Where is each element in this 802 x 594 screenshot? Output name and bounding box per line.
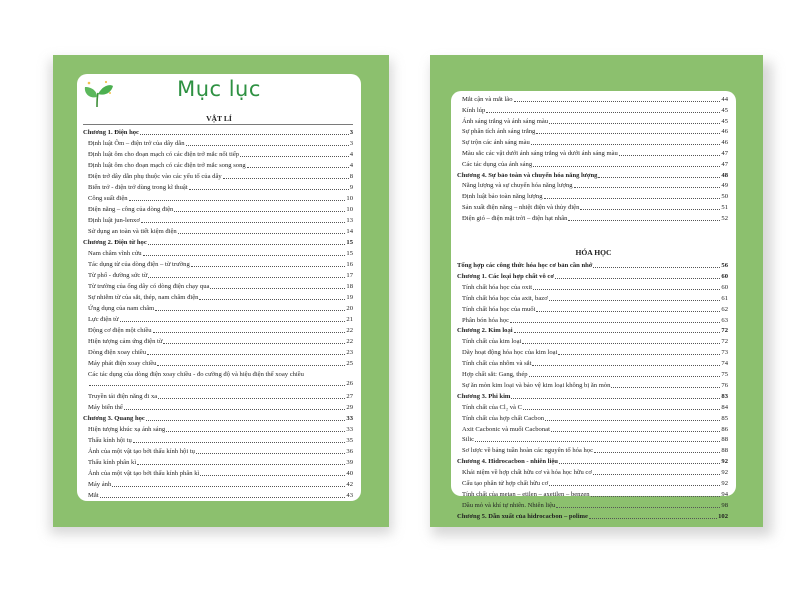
toc-entry-title: Máy biến thế <box>88 404 123 411</box>
toc-entry-row <box>83 423 353 434</box>
toc-page-number: 13 <box>346 217 353 224</box>
toc-entry-row <box>457 433 728 444</box>
toc-entry-row <box>457 444 728 455</box>
toc-page-number: 84 <box>721 403 728 411</box>
toc-entry-title: Điện năng – công của dòng điện <box>88 206 174 213</box>
toc-entry-row <box>83 489 353 500</box>
toc-page-number: 48 <box>721 171 728 179</box>
toc-entry-title: Phân bón hóa học <box>462 316 510 324</box>
toc-page-number: 83 <box>721 392 728 400</box>
toc-entry-title: Truyền tải điện năng đi xa <box>88 393 158 400</box>
toc-chapter-row <box>457 510 728 521</box>
toc-entry-title: Tổng hợp các công thức hóa học cơ bản cần nhớ <box>457 262 593 269</box>
toc-entry-title: Từ trường của ống dây có dòng điện chạy qua <box>88 283 210 290</box>
toc-entry-title: Năng lượng và sự chuyển hóa năng lượng <box>462 182 573 190</box>
toc-entry-row <box>457 212 728 223</box>
toc-page-number: 76 <box>721 381 728 389</box>
dot-leader <box>163 343 345 344</box>
toc-page-number: 4 <box>349 151 353 158</box>
toc-entry-title: Tác dụng từ của dòng điện – từ trường <box>88 261 190 268</box>
toc-entry-title: Mắt <box>88 492 99 499</box>
toc-entry-title: Chương 2. Điện từ học <box>83 239 147 246</box>
dot-leader <box>589 518 717 519</box>
dot-leader <box>166 431 345 432</box>
toc-entry-title: Sản xuất điện năng – nhiệt điện và thủy điện <box>462 204 580 211</box>
toc-entry-row <box>83 269 353 280</box>
toc-page-number: 60 <box>721 283 728 291</box>
toc-page-number: 3 <box>349 129 353 136</box>
toc-entry-row <box>457 281 728 292</box>
toc-chapter-row <box>83 236 353 247</box>
toc-entry-row <box>457 401 728 412</box>
toc-page-number: 72 <box>721 338 728 346</box>
dot-leader <box>511 398 720 399</box>
toc-chapter-row <box>457 455 728 466</box>
toc-page-number: 73 <box>721 349 728 357</box>
toc-page-number: 16 <box>346 261 353 268</box>
toc-page-number: 18 <box>346 283 353 290</box>
toc-page-number: 62 <box>721 305 728 313</box>
dot-leader <box>141 222 346 223</box>
dot-leader <box>148 277 345 278</box>
toc-entry-title: Chương 3. Quang học <box>83 415 145 422</box>
toc-entry-title: Định luật Ôm – điện trở của dây dẫn <box>88 140 185 147</box>
toc-entry-row <box>83 159 353 170</box>
toc-page-number: 35 <box>346 437 353 444</box>
toc-page-number: 46 <box>721 139 728 147</box>
toc-entry-title: Axit Cacbonic và muối Cacbonat <box>462 425 550 433</box>
dot-leader <box>510 322 720 323</box>
toc-entry-title: Động cơ điện một chiều <box>88 327 152 334</box>
toc-chapter-row <box>83 126 353 137</box>
toc-entry-row <box>457 158 728 169</box>
dot-leader <box>120 321 346 322</box>
dot-leader <box>598 177 720 178</box>
dot-leader <box>536 133 720 134</box>
toc-entry-title: Chương 5. Dẫn xuất của hidrocacbon – polime <box>457 512 588 520</box>
toc-page-number: 4 <box>349 162 353 169</box>
toc-entry-title: Ảnh của một vật tạo bởi thấu kính phân kì <box>88 470 200 477</box>
dot-leader <box>155 310 345 311</box>
toc-entry-row <box>457 412 728 423</box>
dot-leader <box>140 134 349 135</box>
dot-leader <box>137 464 345 465</box>
toc-page-number: 29 <box>346 404 353 411</box>
toc-entry-row <box>83 434 353 445</box>
dot-leader <box>143 255 346 256</box>
toc-entry-title: Tính chất của metan – etilen – axetilen – benzen <box>462 490 590 498</box>
dot-leader <box>148 244 346 245</box>
toc-entry-title: Dầu mỏ và khí tự nhiên. Nhiên liệu <box>462 501 556 509</box>
toc-page-number: 44 <box>721 96 728 103</box>
dot-leader <box>158 398 345 399</box>
toc-page-number: 102 <box>718 512 728 520</box>
toc-entry-title: Từ phổ - đường sức từ <box>88 272 148 279</box>
toc-entry-title: Định luật ôm cho đoạn mạch có các điện trở mắc nối tiếp <box>88 151 240 158</box>
toc-page-number: 49 <box>721 182 728 190</box>
dot-leader <box>529 376 721 377</box>
toc-entry-title: Thấu kính hội tụ <box>88 437 132 444</box>
dot-leader <box>580 209 720 210</box>
toc-page-number: 33 <box>346 415 353 422</box>
dot-leader <box>523 409 720 410</box>
toc-entry-title: Định luật ôm cho đoạn mạch có các điện trở mắc song song <box>88 162 246 169</box>
dot-leader <box>549 123 720 124</box>
toc-page-number: 74 <box>721 360 728 368</box>
toc-entry-row <box>83 258 353 269</box>
toc-entry-title: Máy phát điện xoay chiều <box>88 360 157 367</box>
toc-page-number: 8 <box>349 173 353 180</box>
toc-page-number: 88 <box>721 447 728 455</box>
dot-leader <box>532 365 720 366</box>
dot-leader <box>522 343 720 344</box>
dot-leader <box>199 299 345 300</box>
toc-entry-title: Silic <box>462 436 475 444</box>
dot-leader <box>619 155 721 156</box>
dot-leader <box>146 420 346 421</box>
toc-page-number: 10 <box>346 195 353 202</box>
dot-leader <box>558 354 720 355</box>
toc-page-number: 14 <box>346 228 353 235</box>
toc-entry-title: Sự trộn các ánh sáng màu <box>462 139 530 147</box>
dot-leader <box>544 198 721 199</box>
toc-entry-title: Sự ăn mòn kim loại và bảo vệ kim loại không bị ăn mòn <box>462 381 611 389</box>
toc-page-number: 56 <box>721 262 728 269</box>
toc-entry-row <box>83 456 353 467</box>
toc-entry-row <box>83 390 353 401</box>
toc-entry-row <box>83 445 353 456</box>
toc-page-number: 47 <box>721 160 728 168</box>
toc-entry-title: Chương 4. Hidrocacbon - nhiên liệu <box>457 458 558 466</box>
toc-entry-row <box>457 466 728 477</box>
toc-entry-title: Ứng dụng của nam châm <box>88 305 155 312</box>
toc-entry-title: Dãy hoạt động hóa học của kim loại <box>462 349 558 357</box>
dot-leader <box>536 311 720 312</box>
toc-entry-row <box>457 147 728 158</box>
toc-page-number: 25 <box>346 360 353 367</box>
toc-entry-row <box>83 247 353 258</box>
toc-entry-title: Ánh sáng trắng và ánh sáng màu <box>462 117 549 125</box>
toc-entry-row <box>83 368 353 388</box>
dot-leader <box>153 332 346 333</box>
toc-page-number: 52 <box>721 214 728 222</box>
subject-heading-chemistry: HÓA HỌC <box>575 248 612 257</box>
toc-page-number: 42 <box>346 481 353 488</box>
dot-leader <box>593 267 720 268</box>
toc-entry-title: Công suất điện <box>88 195 128 202</box>
dot-leader <box>186 145 349 146</box>
toc-entry-row <box>83 401 353 412</box>
toc-entry-row <box>457 368 728 379</box>
toc-entry-row <box>457 488 728 499</box>
toc-entry-row <box>457 93 728 104</box>
toc-entry-row <box>457 303 728 314</box>
toc-entry-title: Cấu tạo phân tử hợp chất hữu cơ <box>462 480 549 487</box>
toc-page-number: 26 <box>346 380 353 387</box>
toc-page-number: 22 <box>346 327 353 334</box>
toc-entry-row <box>83 335 353 346</box>
toc-entry-row <box>83 181 353 192</box>
toc-entry-title: Máy ảnh <box>88 481 112 488</box>
toc-entry-row <box>457 115 728 126</box>
toc-entry-row <box>457 314 728 325</box>
dot-leader <box>611 387 720 388</box>
toc-entry-title: Mắt cận và mắt lão <box>462 96 513 103</box>
dot-leader <box>593 474 721 475</box>
toc-page-number: 40 <box>346 470 353 477</box>
toc-entry-row <box>457 335 728 346</box>
toc-entry-row <box>83 467 353 478</box>
left-toc-card <box>77 74 361 501</box>
toc-entry-title: Chương 2. Kim loại <box>457 327 513 335</box>
toc-page-number: 10 <box>346 206 353 213</box>
dot-leader <box>133 442 346 443</box>
toc-entry-title: Tính chất của nhôm và sắt <box>462 360 532 368</box>
toc-page-number: 75 <box>721 371 728 378</box>
toc-page-number: 46 <box>721 128 728 136</box>
toc-entry-row <box>83 192 353 203</box>
toc-entry-row <box>83 291 353 302</box>
toc-page-number: 27 <box>346 393 353 400</box>
toc-entry-title: Sự phân tích ánh sáng trắng <box>462 128 536 136</box>
toc-entry-row <box>83 170 353 181</box>
dot-leader <box>475 441 720 442</box>
toc-page-number: 92 <box>721 480 728 487</box>
toc-page-number: 3 <box>349 140 353 147</box>
dot-leader <box>191 266 346 267</box>
dot-leader <box>549 485 720 486</box>
dot-leader <box>514 101 721 102</box>
toc-chapter-row <box>457 169 728 180</box>
toc-entry-row <box>457 423 728 434</box>
toc-entry-title: Tính chất của kim loại <box>462 338 522 346</box>
toc-page-number: 45 <box>721 106 728 114</box>
toc-chapter-row <box>457 324 728 335</box>
toc-page-number: 60 <box>721 272 728 280</box>
toc-entry-title: Hiện tượng khúc xạ ánh sáng <box>88 426 166 433</box>
left-page <box>53 55 389 527</box>
toc-page-number: 39 <box>346 459 353 466</box>
dot-leader <box>223 178 349 179</box>
toc-page-number: 63 <box>721 316 728 324</box>
dot-leader <box>157 365 345 366</box>
right-toc-card <box>451 91 736 520</box>
dot-leader <box>594 452 720 453</box>
toc-entry-row <box>457 292 728 303</box>
toc-entry-title: Hiện tượng cảm ứng điện từ <box>88 338 163 345</box>
dot-leader <box>196 453 345 454</box>
dot-leader <box>533 289 720 290</box>
toc-entry-row <box>457 136 728 147</box>
toc-entry-row <box>83 346 353 357</box>
toc-page-number: 33 <box>346 426 353 433</box>
toc-page-number: 94 <box>721 490 728 498</box>
subject-heading-physics: VẬT LÍ <box>206 114 232 123</box>
dot-leader <box>200 475 345 476</box>
dot-leader <box>124 409 346 410</box>
toc-entry-title: Sự nhiễm từ của sắt, thép, nam châm điện <box>88 294 199 301</box>
toc-page-number: 19 <box>346 294 353 301</box>
toc-page-number: 85 <box>721 414 728 422</box>
toc-entry-row <box>457 190 728 201</box>
toc-page-number: 20 <box>346 305 353 312</box>
toc-entry-title: Các tác dụng của ánh sáng <box>462 160 533 168</box>
toc-entry-row <box>83 313 353 324</box>
toc-entry-row <box>83 137 353 148</box>
toc-page-number: 98 <box>721 501 728 509</box>
dot-leader <box>551 431 721 432</box>
toc-entry-title: Nam châm vĩnh cửu <box>88 250 142 257</box>
toc-chapter-row <box>457 259 728 270</box>
dot-leader <box>574 187 721 188</box>
dot-leader <box>247 167 349 168</box>
dot-leader <box>129 200 346 201</box>
toc-entry-title: Các tác dụng của dòng điện xoay chiều - đo cường độ và hiệu điện thế xoay chiều <box>88 371 304 378</box>
toc-entry-title: Dòng điện xoay chiều <box>88 349 147 356</box>
toc-page-number: 92 <box>721 469 728 477</box>
dot-leader <box>591 496 721 497</box>
toc-page-number: 45 <box>721 117 728 125</box>
toc-page-number: 61 <box>721 294 728 302</box>
divider <box>83 124 353 125</box>
dot-leader <box>531 144 721 145</box>
toc-page-number: 88 <box>721 436 728 444</box>
dot-leader <box>533 166 720 167</box>
toc-entry-title: Chương 4. Sự bảo toàn và chuyển hóa năng lượng <box>457 171 598 179</box>
toc-entry-title: Tính chất của Cl₂ và C <box>462 403 522 411</box>
dot-leader <box>240 156 349 157</box>
toc-page-number: 43 <box>346 492 353 499</box>
dot-leader <box>514 332 721 333</box>
toc-page-number: 21 <box>346 316 353 323</box>
toc-chapter-row <box>83 412 353 423</box>
toc-entry-title: Điện gió – điện mặt trời – điện hạt nhân <box>462 214 568 222</box>
toc-entry-row <box>83 148 353 159</box>
toc-entry-title: Tính chất hóa học của oxit <box>462 283 533 291</box>
toc-page-number: 23 <box>346 349 353 356</box>
toc-entry-title: Điện trở dây dẫn phụ thuộc vào các yếu tố của dây <box>88 173 222 180</box>
toc-entry-title: Hợp chất sắt: Gang, thép <box>462 371 528 378</box>
toc-chapter-row <box>457 270 728 281</box>
dot-leader <box>559 463 720 464</box>
toc-entry-title: Chương 1. Các loại hợp chất vô cơ <box>457 272 554 280</box>
toc-entry-row <box>457 125 728 136</box>
toc-entry-title: Tính chất của hợp chất Cacbon <box>462 414 545 422</box>
toc-entry-title: Thấu kính phân kì <box>88 459 137 466</box>
dot-leader <box>100 497 346 498</box>
toc-entry-row <box>457 104 728 115</box>
toc-entry-title: Tính chất hóa học của axit, bazơ <box>462 294 548 302</box>
toc-chapter-row <box>457 390 728 401</box>
toc-entry-row <box>83 203 353 214</box>
toc-entry-title: Màu sắc các vật dưới ánh sáng trắng và dưới ánh sáng màu <box>462 150 618 157</box>
dot-leader <box>568 220 720 221</box>
dot-leader <box>549 300 721 301</box>
toc-page-number: 15 <box>346 239 353 246</box>
toc-page-number: 47 <box>721 150 728 157</box>
toc-entry-row <box>83 225 353 236</box>
page-title: Mục lục <box>177 77 261 101</box>
dot-leader <box>174 211 345 212</box>
toc-entry-title: Chương 3. Phi kim <box>457 392 511 400</box>
toc-page-number: 51 <box>721 204 728 211</box>
toc-entry-row <box>457 477 728 488</box>
toc-entry-title: Kính lúp <box>462 106 486 114</box>
toc-entry-title: Lực điện từ <box>88 316 119 323</box>
toc-entry-title: Ảnh của một vật tạo bởi thấu kính hội tụ <box>88 448 195 455</box>
toc-page-number: 9 <box>349 184 353 191</box>
dot-leader <box>556 507 720 508</box>
toc-entry-row <box>83 280 353 291</box>
toc-page-number: 50 <box>721 193 728 201</box>
toc-entry-row <box>83 478 353 489</box>
toc-page-number: 15 <box>346 250 353 257</box>
dot-leader <box>486 112 720 113</box>
toc-entry-title: Biến trở - điện trở dùng trong kĩ thuật <box>88 184 188 191</box>
dot-leader <box>147 354 345 355</box>
toc-entry-title: Chương 1. Điện học <box>83 129 139 136</box>
dot-leader <box>189 189 349 190</box>
toc-page-number: 72 <box>721 327 728 335</box>
toc-entry-row <box>457 201 728 212</box>
toc-page-number: 17 <box>346 272 353 279</box>
toc-page-number: 86 <box>721 425 728 433</box>
toc-entry-row <box>457 357 728 368</box>
toc-entry-row <box>83 214 353 225</box>
toc-page-number: 92 <box>721 458 728 466</box>
toc-entry-row <box>83 324 353 335</box>
toc-entry-title: Khái niệm về hợp chất hữu cơ và hóa học hữu cơ <box>462 469 592 477</box>
toc-entry-row <box>83 302 353 313</box>
toc-entry-row <box>457 346 728 357</box>
dot-leader <box>210 288 345 289</box>
toc-entry-title: Sơ lược về bảng tuần hoàn các nguyên tố hóa học <box>462 447 594 455</box>
dot-leader <box>545 420 720 421</box>
toc-entry-title: Sử dụng an toàn và tiết kiệm điện <box>88 228 177 235</box>
toc-entry-row <box>457 499 728 510</box>
toc-entry-row <box>457 179 728 190</box>
toc-entry-title: Định luật jun-lenxơ <box>88 217 140 224</box>
toc-page-number: 22 <box>346 338 353 345</box>
toc-entry-row <box>83 357 353 368</box>
right-page <box>430 55 763 527</box>
toc-entry-title: Tính chất hóa học của muối <box>462 305 536 313</box>
toc-page-number: 36 <box>346 448 353 455</box>
dot-leader <box>555 278 720 279</box>
toc-entry-title: Định luật bảo toàn năng lượng <box>462 193 543 201</box>
dot-leader <box>112 486 345 487</box>
toc-entry-row <box>457 379 728 390</box>
dot-leader <box>178 233 346 234</box>
